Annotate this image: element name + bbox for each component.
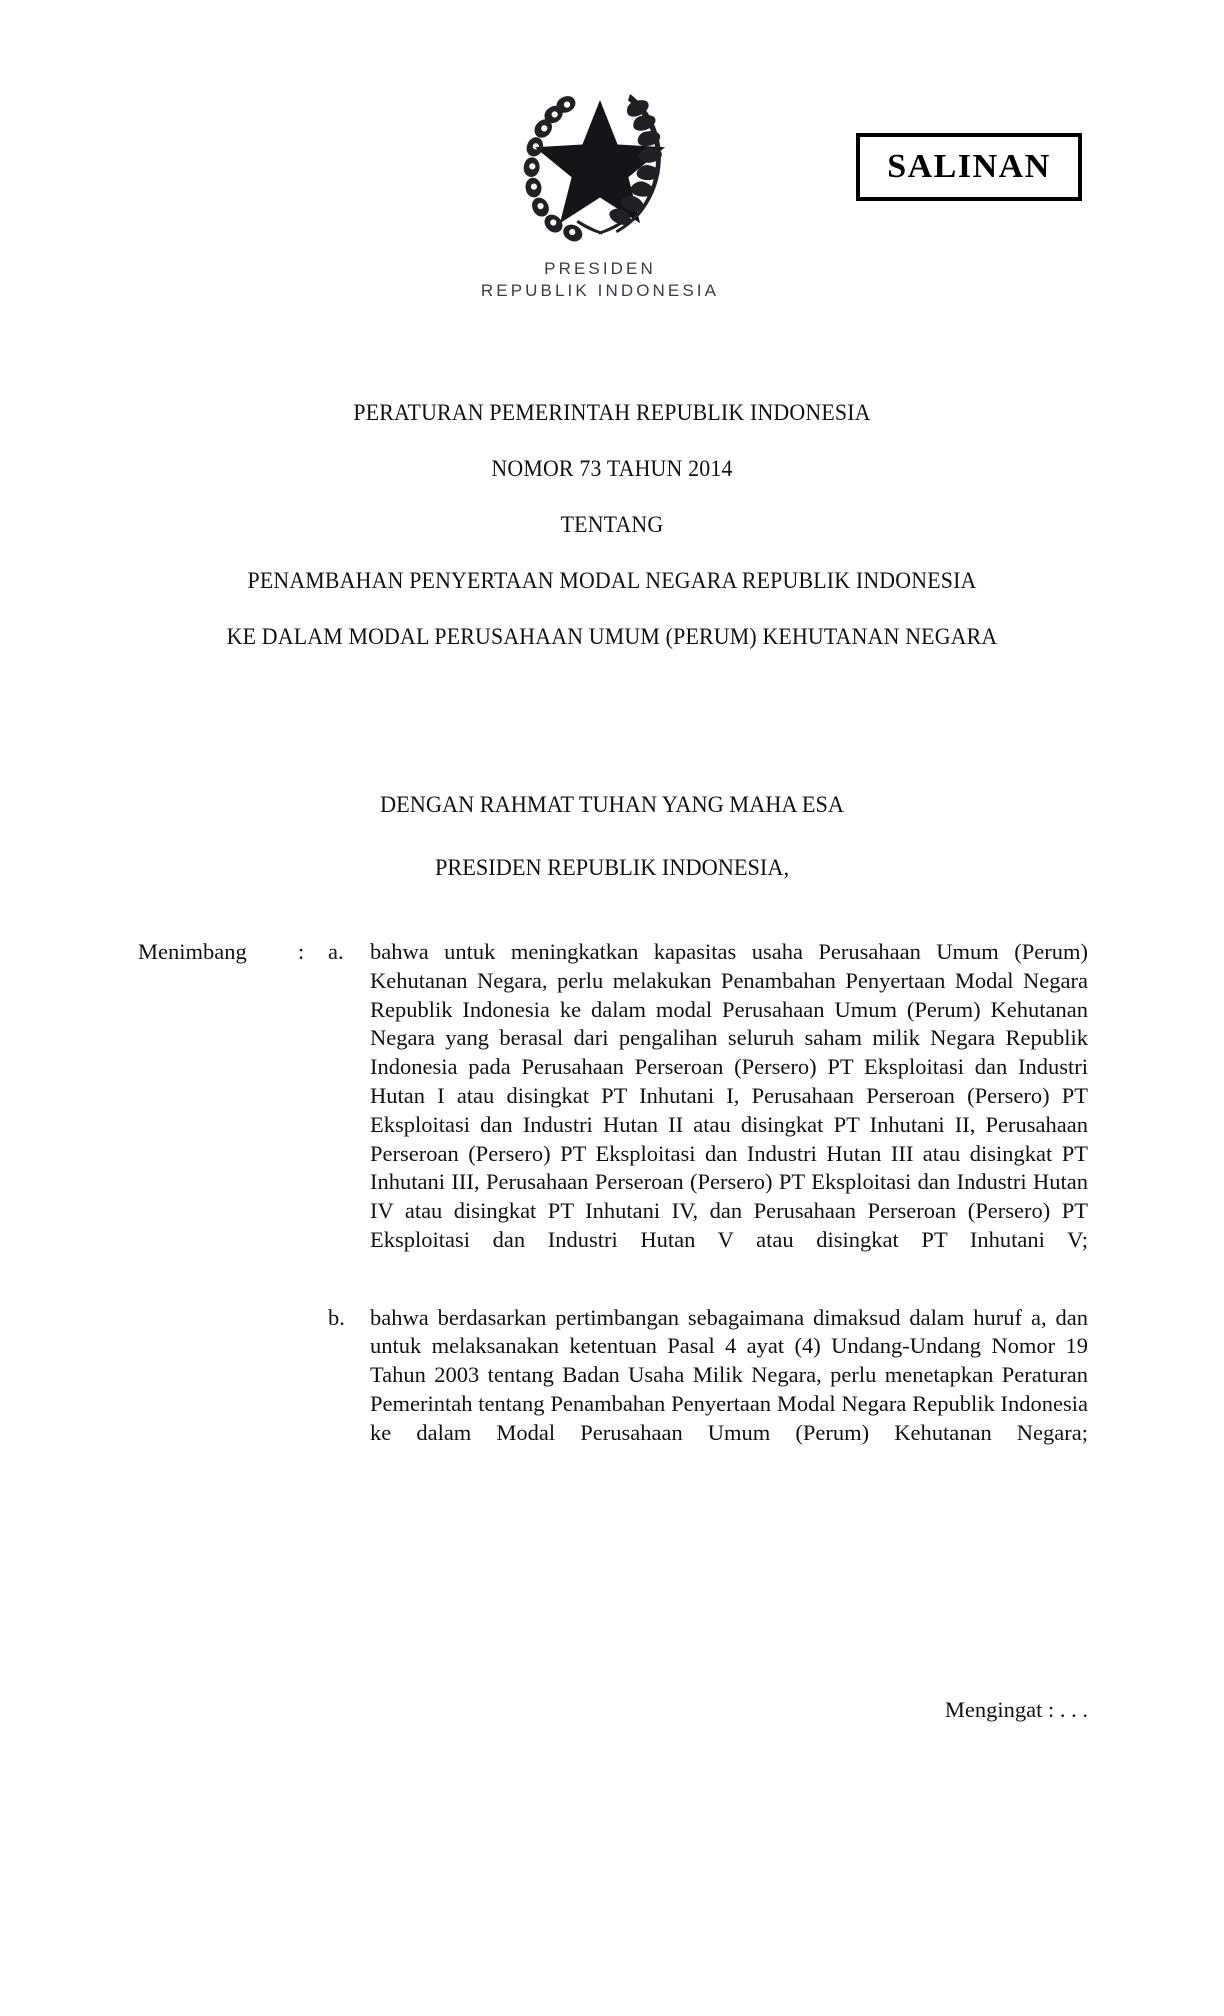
title-subject-line-1: PENAMBAHAN PENYERTAAN MODAL NEGARA REPUBLIK INDONESIA [247,568,977,594]
document-title-block [112,398,1112,652]
document-header [0,0,1224,330]
considering-item-marker: b. [328,1304,345,1330]
document-preamble [112,790,1112,883]
preamble-issuer: PRESIDEN REPUBLIK INDONESIA, [434,855,790,881]
emblem-caption-line-2: REPUBLIK INDONESIA [480,281,720,300]
preamble-spacer [112,820,1112,853]
considering-section [138,938,1088,1476]
title-about-word: TENTANG [560,512,664,538]
considering-item-text: bahwa berdasarkan pertimbangan sebagaimana dimaksud dalam huruf a, dan untuk melaksanakan ketentuan Pasal 4 ayat (4) Undang-Undang Nomor 19 Tahun 2003 tentang Badan Usaha Milik Negara, perlu menetapkan Peraturan Pemerintah tentang Penambahan Penyertaan Modal Negara Republik Indonesia ke dalam Modal Perusahaan Umum (Perum) Kehutanan Negara; [370,1304,1088,1445]
considering-row [138,938,1088,1476]
considering-item [328,1304,1088,1477]
title-spacer [112,428,1112,454]
presidential-emblem-icon [500,62,700,262]
considering-item-text: bahwa untuk meningkatkan kapasitas usaha Perusahaan Umum (Perum) Kehutanan Negara, perlu melakukan Penambahan Penyertaan Modal Negara Republik Indonesia ke dalam modal Perusahaan Umum (Perum) Kehutanan Negara yang berasal dari pengalihan seluruh saham milik Negara Republik Indonesia pada Perusahaan Perseroan (Persero) PT Eksploitasi dan Industri Hutan I atau disingkat PT Inhutani I, Perusahaan Perseroan (Persero) PT Eksploitasi dan Industri Hutan II atau disingkat PT Inhutani II, Perusahaan Perseroan (Persero) PT Eksploitasi dan Industri Hutan III atau disingkat PT Inhutani III, Perusahaan Perseroan (Persero) PT Eksploitasi dan Industri Hutan IV atau disingkat PT Inhutani IV, dan Perusahaan Perseroan (Persero) PT Eksploitasi dan Industri Hutan V atau disingkat PT Inhutani V; [370,939,1088,1252]
salinan-stamp-label: SALINAN [887,148,1051,185]
salinan-stamp [856,133,1082,201]
emblem-caption [300,258,900,302]
title-spacer [112,596,1112,622]
considering-colon: : [298,939,305,964]
considering-label: Menimbang [138,939,247,964]
preamble-blessing: DENGAN RAHMAT TUHAN YANG MAHA ESA [379,792,845,818]
considering-item-marker: a. [328,939,344,964]
title-spacer [112,484,1112,510]
emblem-caption-line-1: PRESIDEN [544,259,656,278]
title-regulation-type: PERATURAN PEMERINTAH REPUBLIK INDONESIA [353,400,871,426]
title-subject-line-2: KE DALAM MODAL PERUSAHAAN UMUM (PERUM) KEHUTANAN NEGARA [226,624,998,650]
title-number-year: NOMOR 73 TAHUN 2014 [491,456,733,482]
page-continuation-note: Mengingat : . . . [944,1697,1088,1722]
title-spacer [112,540,1112,566]
considering-item [328,938,1088,1284]
considering-items [328,938,1088,1476]
